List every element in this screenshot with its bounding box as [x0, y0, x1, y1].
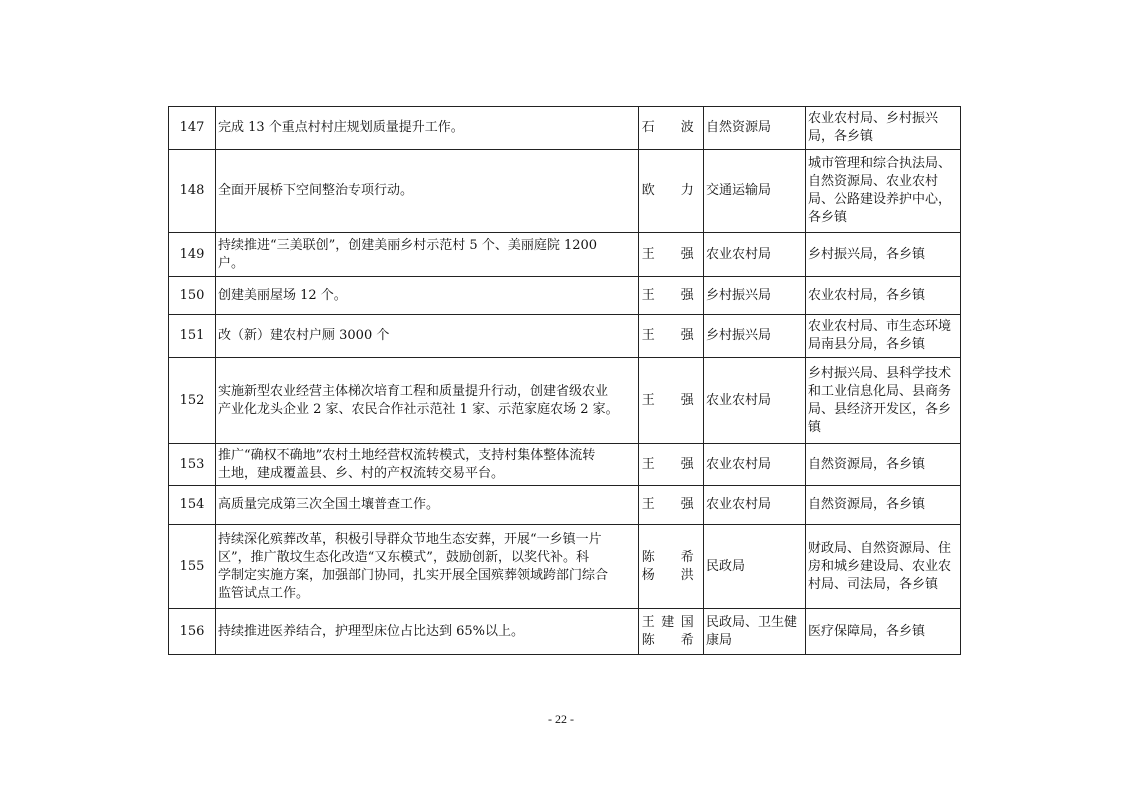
- cooperating-units-cell: [806, 233, 961, 277]
- task-cell: [216, 233, 639, 277]
- cooperating-units-line: 局、县经济开发区，各乡: [808, 401, 952, 417]
- lead-unit-line: 农业农村局: [706, 246, 772, 262]
- lead-unit-line: 农业农村局: [706, 392, 772, 408]
- task-table: [168, 106, 961, 655]
- lead-unit-line: 民政局: [706, 558, 746, 574]
- lead-unit-cell: [704, 277, 806, 315]
- cooperating-units-line: 城市管理和综合执法局、: [808, 156, 952, 171]
- cooperating-units-cell: [806, 107, 961, 150]
- leader-line: 王 强: [641, 246, 701, 262]
- row-number-cell: 148: [169, 150, 216, 233]
- cooperating-units-cell: [806, 486, 961, 525]
- cooperating-units-line: 镇: [808, 419, 822, 435]
- cooperating-units-line: 农业农村局、乡村振兴: [808, 111, 939, 126]
- lead-unit-cell: [704, 444, 806, 486]
- cooperating-units-line: 乡村振兴局、县科学技术: [808, 365, 952, 381]
- lead-unit-line: 乡村振兴局: [706, 328, 772, 343]
- lead-unit-cell: [704, 525, 806, 609]
- lead-unit-cell: [704, 609, 806, 655]
- cooperating-units-cell: [806, 150, 961, 233]
- task-line: 完成 13 个重点村村庄规划质量提升工作。: [218, 120, 464, 135]
- leader-line: 陈 希: [641, 632, 701, 648]
- task-cell: [216, 525, 639, 609]
- task-cell: [216, 358, 639, 444]
- row-number-cell: 147: [169, 107, 216, 150]
- leader-cell: [639, 315, 704, 358]
- task-line: 土地，建成覆盖县、乡、村的产权流转交易平台。: [218, 465, 505, 481]
- row-number-cell: 154: [169, 486, 216, 525]
- task-line: 实施新型农业经营主体梯次培育工程和质量提升行动，创建省级农业: [218, 383, 609, 399]
- cooperating-units-line: 自然资源局，各乡镇: [808, 497, 926, 512]
- task-line: 高质量完成第三次全国土壤普查工作。: [218, 497, 440, 512]
- leader-cell: [639, 150, 704, 233]
- cooperating-units-line: 自然资源局、农业农村: [808, 174, 939, 189]
- lead-unit-line: 农业农村局: [706, 456, 772, 472]
- lead-unit-line: 乡村振兴局: [706, 287, 772, 303]
- leader-line: 王 强: [641, 456, 701, 472]
- task-line: 改（新）建农村户厕 3000 个: [218, 328, 390, 343]
- cooperating-units-cell: [806, 315, 961, 358]
- table-row: [169, 525, 961, 609]
- leader-cell: [639, 233, 704, 277]
- task-cell: [216, 609, 639, 655]
- row-number-cell: 150: [169, 277, 216, 315]
- row-number-cell: 152: [169, 358, 216, 444]
- cooperating-units-line: 农业农村局、市生态环境: [808, 319, 952, 334]
- cooperating-units-cell: [806, 525, 961, 609]
- task-cell: [216, 107, 639, 150]
- cooperating-units-line: 和工业信息化局、县商务: [808, 383, 952, 399]
- lead-unit-cell: [704, 107, 806, 150]
- leader-line: 王建国: [641, 614, 701, 630]
- page-number: - 22 -: [548, 712, 574, 726]
- cooperating-units-cell: [806, 609, 961, 655]
- task-line: 监管试点工作。: [218, 585, 310, 601]
- table-row: [169, 150, 961, 233]
- row-number-cell: 155: [169, 525, 216, 609]
- task-cell: [216, 150, 639, 233]
- task-line: 产业化龙头企业 2 家、农民合作社示范社 1 家、示范家庭农场 2 家。: [218, 401, 619, 417]
- task-line: 持续推进医养结合，护理型床位占比达到 65%以上。: [218, 623, 525, 639]
- table-row: [169, 609, 961, 655]
- lead-unit-cell: [704, 315, 806, 358]
- lead-unit-line: 交通运输局: [706, 183, 772, 198]
- row-number-cell: 151: [169, 315, 216, 358]
- task-cell: [216, 277, 639, 315]
- cooperating-units-line: 乡村振兴局，各乡镇: [808, 246, 926, 262]
- leader-line: 陈 希: [641, 549, 701, 565]
- table-row: [169, 233, 961, 277]
- cooperating-units-line: 局，各乡镇: [808, 129, 874, 144]
- table-row: [169, 486, 961, 525]
- task-line: 户。: [218, 255, 245, 271]
- task-line: 推广“确权不确地”农村土地经营权流转模式，支持村集体整体流转: [218, 447, 596, 463]
- leader-cell: [639, 444, 704, 486]
- cooperating-units-cell: [806, 277, 961, 315]
- lead-unit-line: 自然资源局: [706, 120, 772, 135]
- task-line: 创建美丽屋场 12 个。: [218, 287, 347, 303]
- task-line: 持续推进“三美联创”，创建美丽乡村示范村 5 个、美丽庭院 1200: [218, 237, 598, 253]
- leader-cell: [639, 277, 704, 315]
- lead-unit-line: 康局: [706, 632, 733, 648]
- cooperating-units-line: 局南县分局，各乡镇: [808, 337, 926, 352]
- table-body: [169, 107, 961, 655]
- lead-unit-line: 农业农村局: [706, 497, 772, 512]
- cooperating-units-line: 村局、司法局，各乡镇: [808, 576, 939, 592]
- cooperating-units-line: 财政局、自然资源局、住: [808, 540, 952, 556]
- task-line: 学制定实施方案，加强部门协同，扎实开展全国殡葬领域跨部门综合: [218, 567, 609, 583]
- task-line: 持续深化殡葬改革，积极引导群众节地生态安葬，开展“一乡镇一片: [218, 531, 602, 547]
- table-row: [169, 315, 961, 358]
- leader-cell: [639, 107, 704, 150]
- row-number-cell: 149: [169, 233, 216, 277]
- cooperating-units-line: 局、公路建设养护中心，: [808, 192, 952, 207]
- cooperating-units-cell: [806, 358, 961, 444]
- lead-unit-cell: [704, 486, 806, 525]
- lead-unit-cell: [704, 150, 806, 233]
- table-row: [169, 358, 961, 444]
- leader-line: 王 强: [641, 497, 701, 512]
- leader-cell: [639, 486, 704, 525]
- leader-cell: [639, 525, 704, 609]
- lead-unit-cell: [704, 358, 806, 444]
- leader-line: 欧 力: [641, 183, 701, 198]
- lead-unit-line: 民政局、卫生健: [706, 614, 798, 630]
- task-cell: [216, 486, 639, 525]
- table-row: [169, 107, 961, 150]
- cooperating-units-line: 房和城乡建设局、农业农: [808, 558, 952, 574]
- leader-line: 王 强: [641, 287, 701, 303]
- cooperating-units-line: 各乡镇: [808, 210, 848, 225]
- leader-line: 王 强: [641, 392, 701, 408]
- cooperating-units-cell: [806, 444, 961, 486]
- table-row: [169, 277, 961, 315]
- task-line: 区”，推广散坟生态化改造“又东模式”，鼓励创新，以奖代补。科: [218, 549, 589, 565]
- cooperating-units-line: 医疗保障局，各乡镇: [808, 623, 926, 639]
- task-cell: [216, 315, 639, 358]
- task-line: 全面开展桥下空间整治专项行动。: [218, 183, 414, 198]
- cooperating-units-line: 农业农村局，各乡镇: [808, 287, 926, 303]
- table-row: [169, 444, 961, 486]
- leader-line: 王 强: [641, 328, 701, 343]
- row-number-cell: 153: [169, 444, 216, 486]
- leader-line: 石 波: [641, 120, 701, 135]
- row-number-cell: 156: [169, 609, 216, 655]
- leader-line: 杨 洪: [641, 567, 701, 583]
- task-cell: [216, 444, 639, 486]
- cooperating-units-line: 自然资源局，各乡镇: [808, 456, 926, 472]
- lead-unit-cell: [704, 233, 806, 277]
- leader-cell: [639, 609, 704, 655]
- leader-cell: [639, 358, 704, 444]
